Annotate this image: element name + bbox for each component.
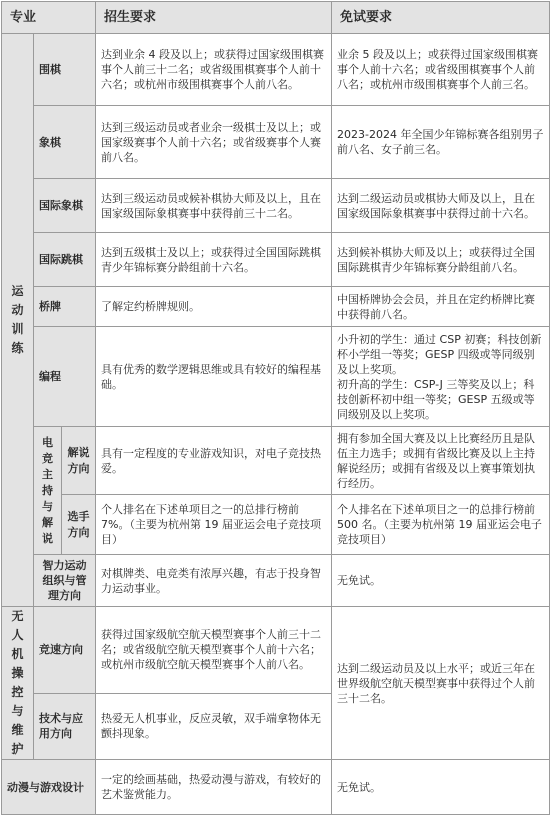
header-major: 专业: [2, 2, 96, 34]
major-name-xiangqi: 象棋: [34, 106, 96, 179]
table-row-player: [2, 495, 550, 555]
admission-racing: 获得过国家级航空航天模型赛事个人前三十二名；或省级航空航天模型赛事个人前十六名；或杭州市级航空航天模型赛事个人前八名。: [96, 607, 332, 694]
major-name-racing: 竞速方向: [34, 607, 96, 694]
admission-intellect-sport: 对棋牌类、电竞类有浓厚兴趣，有志于投身智力运动事业。: [96, 555, 332, 607]
major-name-commentary: 解说方向: [62, 427, 96, 495]
table-row-xiangqi: [2, 106, 550, 179]
exempt-programming-junior: 初升高的学生：CSP-J 三等奖及以上；科技创新杯初中组一等奖；GESP 五级或等同级别及以上奖项。: [337, 377, 535, 421]
exempt-commentary: 拥有参加全国大赛及以上比赛经历且是队伍主力选手；或拥有省级比赛及以上主持解说经历；或拥有省级及以上赛事策划执行经历。: [332, 427, 550, 495]
exempt-weiqi: 业余 5 段及以上；或获得过国家级围棋赛事个人前十六名；或省级围棋赛事个人前八名；或杭州市级围棋赛事个人前三名。: [332, 34, 550, 106]
group-sports-training-label: 运动训练: [11, 284, 24, 355]
table-row-animation: [2, 760, 550, 815]
header-admission: 招生要求: [96, 2, 332, 34]
exempt-intellect-sport: 无免试。: [332, 555, 550, 607]
table-row-intellect-sport: [2, 555, 550, 607]
table-row-draughts: [2, 233, 550, 287]
exempt-bridge: 中国桥牌协会会员，并且在定约桥牌比赛中获得前八名。: [332, 287, 550, 327]
header-row: [2, 2, 550, 34]
admission-tech-app: 热爱无人机事业，反应灵敏，双手端拿物体无颤抖现象。: [96, 693, 332, 759]
major-name-programming: 编程: [34, 327, 96, 427]
exempt-drone: 达到二级运动员及以上水平；或近三年在世界级航空航天模型赛事中获得过个人前三十二名。: [332, 607, 550, 760]
exempt-programming-primary: 小升初的学生：通过 CSP 初赛；科技创新杯小学组一等奖；GESP 四级或等同级别及以上奖项。: [337, 332, 542, 376]
major-name-chess: 国际象棋: [34, 179, 96, 233]
table-row-commentary: [2, 427, 550, 495]
admission-chess: 达到三级运动员或候补棋协大师及以上，且在国家级国际象棋赛事中获得前三十二名。: [96, 179, 332, 233]
major-name-intellect-sport: 智力运动组织与管理方向: [34, 555, 96, 607]
major-name-animation: 动漫与游戏设计: [2, 760, 96, 815]
table-row-chess: [2, 179, 550, 233]
exempt-programming: [332, 327, 550, 427]
major-name-player: 选手方向: [62, 495, 96, 555]
header-exempt: 免试要求: [332, 2, 550, 34]
group-esports-host-label: 电竞主持与解说: [42, 435, 53, 545]
admission-animation: 一定的绘画基础，热爱动漫与游戏，有较好的艺术鉴赏能力。: [96, 760, 332, 815]
admission-draughts: 达到五级棋士及以上；或获得过全国国际跳棋青少年锦标赛分龄组前十六名。: [96, 233, 332, 287]
exempt-chess: 达到二级运动员或棋协大师及以上，且在国家级国际象棋赛事中获得过前十六名。: [332, 179, 550, 233]
admission-programming: 具有优秀的数学逻辑思维或具有较好的编程基础。: [96, 327, 332, 427]
exempt-xiangqi: 2023-2024 年全国少年锦标赛各组别男子前八名、女子前三名。: [332, 106, 550, 179]
exempt-draughts: 达到候补棋协大师及以上；或获得过全国国际跳棋青少年锦标赛分龄组前八名。: [332, 233, 550, 287]
group-drone-label: 无人机操控与维护: [11, 609, 24, 756]
admission-commentary: 具有一定程度的专业游戏知识，对电子竞技热爱。: [96, 427, 332, 495]
group-esports-host: [34, 427, 62, 555]
table-row-weiqi: [2, 34, 550, 106]
admission-xiangqi: 达到三级运动员或者业余一级棋士及以上；或国家级赛事个人前十六名；或省级赛事个人赛前八名。: [96, 106, 332, 179]
admission-bridge: 了解定约桥牌规则。: [96, 287, 332, 327]
table-row-bridge: [2, 287, 550, 327]
major-name-bridge: 桥牌: [34, 287, 96, 327]
major-name-tech-app: 技术与应用方向: [34, 693, 96, 759]
admission-weiqi: 达到业余 4 段及以上；或获得过国家级围棋赛事个人前三十二名；或省级围棋赛事个人前十六名；或杭州市级围棋赛事个人前八名。: [96, 34, 332, 106]
group-drone: [2, 607, 34, 760]
admission-player: 个人排名在下述单项目之一的总排行榜前 7%。（主要为杭州第 19 届亚运会电子竞技项目）: [96, 495, 332, 555]
table-row-racing: [2, 607, 550, 694]
major-name-draughts: 国际跳棋: [34, 233, 96, 287]
major-name-weiqi: 围棋: [34, 34, 96, 106]
exempt-animation: 无免试。: [332, 760, 550, 815]
table-row-programming: [2, 327, 550, 427]
requirements-table: [1, 1, 550, 815]
exempt-player: 个人排名在下述单项目之一的总排行榜前 500 名。（主要为杭州第 19 届亚运会电子竞技项目）: [332, 495, 550, 555]
group-sports-training: [2, 34, 34, 607]
